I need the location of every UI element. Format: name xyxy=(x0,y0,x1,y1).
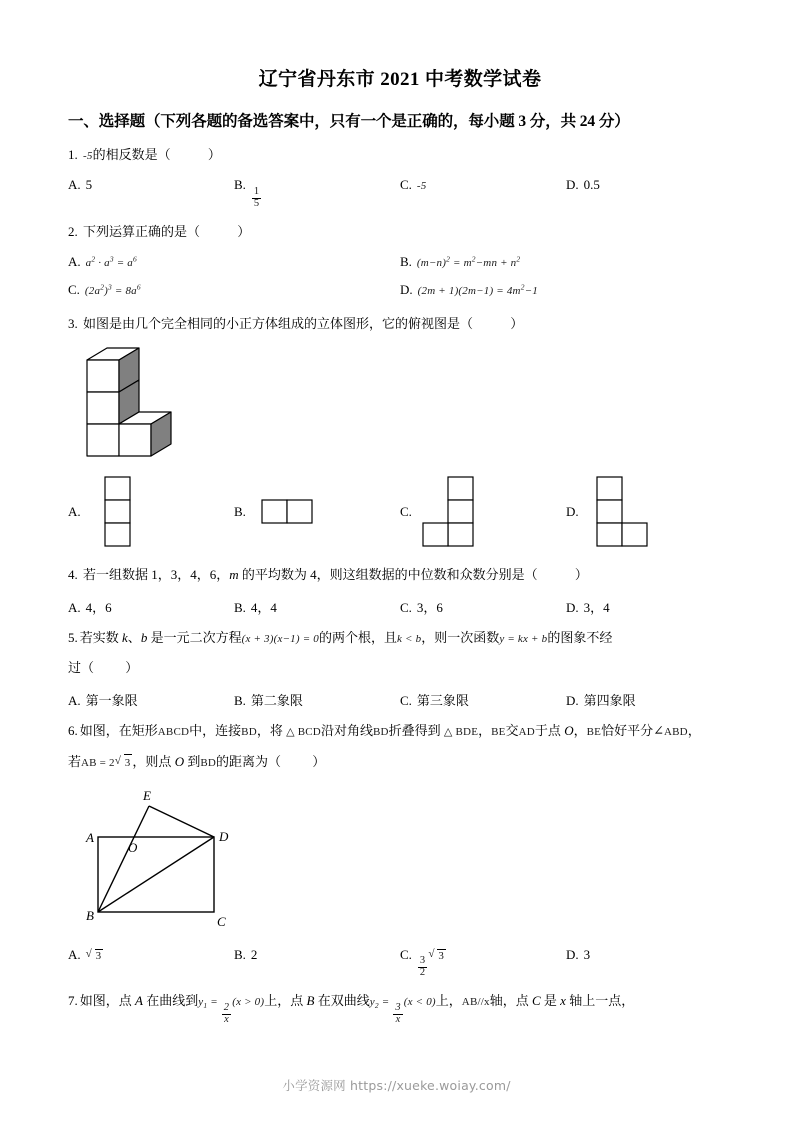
q7-axis-x: x xyxy=(560,993,566,1009)
q6-label-be-2: BE xyxy=(586,726,602,739)
option-label: A. xyxy=(68,177,81,193)
option-value: 3，4 xyxy=(583,600,610,616)
option-label: B. xyxy=(234,693,246,709)
question-2-stem-suffix: ） xyxy=(237,223,251,239)
question-3-option-d[interactable] xyxy=(566,473,732,551)
question-1-number: 1. xyxy=(68,147,78,162)
question-2-option-c[interactable] xyxy=(68,282,400,298)
question-2-options-row1 xyxy=(68,254,732,270)
question-6-option-c[interactable] xyxy=(400,947,566,980)
vertex-label-O: O xyxy=(128,839,138,855)
option-label: C. xyxy=(400,693,412,709)
question-2-number: 2. xyxy=(68,223,78,239)
option-label: A. xyxy=(68,946,81,962)
q7-equation-1: $y_1$ = $\frac{2}{x}$ (x > 0) xyxy=(198,996,265,1026)
question-1-option-d[interactable] xyxy=(566,177,732,193)
option-label: C. xyxy=(400,504,412,520)
segment-de xyxy=(149,806,214,837)
question-5-var-k: k xyxy=(122,630,128,646)
fraction-denominator: 5 xyxy=(253,197,260,209)
question-5-text-d: 的两个根，且 xyxy=(318,630,397,646)
q7-point-a: A xyxy=(135,993,143,1009)
shape-L-right-svg xyxy=(589,473,653,551)
grid-cell xyxy=(448,523,473,546)
question-4-variable: m xyxy=(229,567,239,583)
question-3-option-b[interactable] xyxy=(234,473,400,551)
q6-t2: 中，连接 xyxy=(189,723,242,739)
option-value: √ 3 xyxy=(86,949,104,962)
question-5-text-e: ，则一次函数 xyxy=(421,630,500,646)
grid-cell xyxy=(448,477,473,500)
q7-point-b: B xyxy=(306,993,315,1009)
q6-l2-t3: 到 xyxy=(184,753,201,769)
question-3-solid-figure xyxy=(82,346,732,463)
grid-cell xyxy=(597,500,622,523)
grid-cell xyxy=(423,523,448,546)
question-3-stem xyxy=(68,314,732,334)
question-6-options xyxy=(68,947,732,980)
option-label: B. xyxy=(400,253,412,269)
q7-t4: 在双曲线 xyxy=(314,993,370,1009)
option-value: 3 xyxy=(583,946,591,962)
grid-cell xyxy=(622,523,647,546)
question-5-options xyxy=(68,690,732,709)
option-value: $(2a^2)^3 = 8a^6$ xyxy=(84,282,141,297)
q6-l2-t4: 的距离为（ xyxy=(216,753,282,769)
q6-t7: 交 xyxy=(505,723,519,739)
question-6-stem-suffix: ） xyxy=(312,753,326,769)
option-label: B. xyxy=(234,946,246,962)
q7-t7: 是 xyxy=(540,993,561,1009)
question-2-option-d[interactable] xyxy=(400,282,732,298)
grid-cell xyxy=(597,523,622,546)
q6-l2-t1: 若 xyxy=(68,753,82,769)
q7-parallel-ab: AB//x xyxy=(461,996,490,1009)
q6-t10: 恰好平分∠ xyxy=(601,723,664,739)
question-5-equation-2: k < b xyxy=(396,633,422,646)
cube-front-bottom-right xyxy=(119,424,151,456)
question-1-stem-text: 的相反数是（ xyxy=(92,147,171,162)
option-value: $\frac{3}{2}$ √ 3 xyxy=(417,949,446,980)
q7-t5: 上， xyxy=(435,993,462,1009)
question-3-stem-suffix: ） xyxy=(510,315,524,331)
question-5-var-b: b xyxy=(140,630,148,646)
question-4-number: 4. xyxy=(68,567,78,583)
grid-cell xyxy=(105,477,130,500)
q7-t1: 如图，点 xyxy=(79,993,136,1009)
q6-label-ab: AB xyxy=(81,756,97,769)
question-4-option-d[interactable] xyxy=(566,597,732,616)
question-7-stem xyxy=(68,991,732,1026)
question-5-equation-1: (x + 3)(x−1) = 0 xyxy=(241,633,319,646)
grid-cell xyxy=(448,500,473,523)
option-value: $(m-n)^2 = m^2-mn + n^2$ xyxy=(416,254,521,269)
question-1-option-a[interactable] xyxy=(68,177,234,193)
question-5-equation-3: y = kx + b xyxy=(499,633,548,646)
q7-eq2-num: 3 xyxy=(395,1002,401,1014)
option-label: C. xyxy=(400,600,412,616)
option-label: B. xyxy=(234,177,246,193)
question-5-option-b[interactable] xyxy=(234,690,400,709)
question-3-number: 3. xyxy=(68,315,78,331)
question-1-option-b[interactable] xyxy=(234,177,400,210)
q7-t3: 上，点 xyxy=(264,993,307,1009)
q6-equation-ab: = 2 √ 3 xyxy=(97,757,133,769)
q6-label-bd: BD xyxy=(241,726,257,739)
q6-point-o-2: O xyxy=(174,753,185,769)
question-6-option-a[interactable] xyxy=(68,947,234,963)
shape-row-2-svg xyxy=(256,473,320,551)
q6-t3: ，将 xyxy=(256,723,287,739)
q7-eq2-sub: 2 xyxy=(374,1001,379,1011)
q6-label-ad: AD xyxy=(518,726,535,739)
question-5-text-c: 是一元二次方程 xyxy=(147,630,242,646)
q6-l2-t2: ，则点 xyxy=(132,753,175,769)
question-1-stem-math: -5 xyxy=(83,150,93,162)
option-label: C. xyxy=(68,281,80,297)
option-value: 4，6 xyxy=(85,600,112,616)
option-value xyxy=(251,180,262,210)
q6-label-bd-3: BD xyxy=(200,756,217,769)
question-6-stem-line2 xyxy=(68,752,732,772)
page-title: 辽宁省丹东市 2021 中考数学试卷 xyxy=(258,69,542,90)
cube-front-bottom-left xyxy=(87,424,119,456)
option-label: B. xyxy=(234,600,246,616)
option-value: 0.5 xyxy=(583,177,600,193)
question-4-stem-part-a: 若一组数据 1，3，4，6， xyxy=(83,567,230,583)
question-4-stem-suffix: ） xyxy=(574,567,588,583)
q6-t9: ， xyxy=(573,723,587,739)
grid-cell xyxy=(105,523,130,546)
question-3-option-a[interactable] xyxy=(68,473,234,551)
option-value: 第二象限 xyxy=(250,693,303,709)
question-6-option-d[interactable] xyxy=(566,947,732,963)
option-value: $(2m + 1)(2m-1) = 4m^2-1$ xyxy=(417,282,538,297)
question-2-stem xyxy=(68,222,732,242)
q7-eq1-y: y xyxy=(198,996,204,1009)
q6-angle-abd: ABD xyxy=(663,726,688,739)
question-4-option-c[interactable] xyxy=(400,597,566,616)
option-label: A. xyxy=(68,600,81,616)
question-4-option-a[interactable] xyxy=(68,597,234,616)
option-value: 5 xyxy=(85,177,93,193)
vertex-label-C: C xyxy=(217,913,226,929)
fraction-denominator: 2 xyxy=(419,967,426,979)
rectangle-fold-svg xyxy=(82,784,252,934)
q7-t6: 轴，点 xyxy=(489,993,532,1009)
q7-point-c: C xyxy=(531,993,541,1009)
question-3-option-c[interactable] xyxy=(400,473,566,551)
vertex-label-B: B xyxy=(86,907,94,923)
q6-t4: 沿对角线 xyxy=(320,723,373,739)
question-5-stem-suffix: ） xyxy=(125,660,139,676)
q7-eq2-y: y xyxy=(369,996,375,1009)
shape-L-left-svg xyxy=(422,473,486,551)
question-1-stem xyxy=(68,145,732,165)
q6-t6: ， xyxy=(478,723,492,739)
question-4-stem xyxy=(68,565,732,585)
question-5-text-a: 若实数 xyxy=(79,630,123,646)
question-1-stem-suffix: ） xyxy=(207,147,221,162)
watermark: 小学资源网 https://xueke.woiay.com/ xyxy=(282,1078,511,1093)
page-content xyxy=(68,50,732,1038)
question-1-option-c[interactable] xyxy=(400,177,566,193)
option-label: D. xyxy=(566,504,579,520)
q6-t5: 折叠得到 xyxy=(388,723,444,739)
question-2-options-row2 xyxy=(68,282,732,298)
q7-eq2-den: x xyxy=(395,1014,401,1026)
q6-label-bd-2: BD xyxy=(372,726,389,739)
option-label: D. xyxy=(566,693,579,709)
q6-t11: ， xyxy=(687,723,701,739)
cube-solid-svg xyxy=(82,346,192,458)
question-6-number: 6. xyxy=(68,723,78,739)
q6-label-abcd: ABCD xyxy=(157,726,190,739)
option-value: 2 xyxy=(250,946,258,962)
vertex-label-E: E xyxy=(143,787,151,803)
option-value: 第一象限 xyxy=(85,693,138,709)
section-heading: 一、选择题（下列各题的备选答案中，只有一个是正确的，每小题 3 分，共 24 分） xyxy=(68,113,630,130)
q6-t1: 如图，在矩形 xyxy=(79,723,158,739)
cube-front-top xyxy=(87,360,119,392)
option-label: C. xyxy=(400,177,412,193)
option-value: 第四象限 xyxy=(583,693,636,709)
vertex-label-D: D xyxy=(219,828,229,844)
q7-eq1-sub: 1 xyxy=(203,1001,208,1011)
question-5-option-a[interactable] xyxy=(68,690,234,709)
option-value: 4，4 xyxy=(250,600,277,616)
question-5-text-line2: 过（ xyxy=(68,660,95,676)
question-2-stem-text: 下列运算正确的是（ xyxy=(83,223,201,239)
q7-eq1-num: 2 xyxy=(223,1002,230,1014)
q6-point-o: O xyxy=(564,723,574,739)
question-6-stem-line1 xyxy=(68,721,732,741)
option-label: A. xyxy=(68,504,81,520)
cube-front-middle xyxy=(87,392,119,424)
fraction-numerator: 1 xyxy=(253,185,260,197)
q6-t8: 于点 xyxy=(534,723,565,739)
option-label: D. xyxy=(566,600,579,616)
grid-cell xyxy=(105,500,130,523)
grid-cell xyxy=(597,477,622,500)
option-label: D. xyxy=(566,946,579,962)
shape-column-3-svg xyxy=(91,473,155,551)
question-5-option-c[interactable] xyxy=(400,690,566,709)
option-label: D. xyxy=(566,177,579,193)
question-6-geometry-figure xyxy=(82,784,732,939)
q7-equation-2: $y_2$ = $\frac{3}{x}$ (x < 0) xyxy=(369,996,436,1026)
option-value: $a^2 \cdot a^3 = a^6$ xyxy=(85,254,137,269)
option-label: A. xyxy=(68,693,81,709)
vertex-label-A: A xyxy=(86,829,94,845)
option-value: -5 xyxy=(416,180,427,193)
q6-label-be: BE xyxy=(491,726,506,739)
q7-t8: 轴上一点， xyxy=(565,993,635,1009)
option-label: D. xyxy=(400,281,413,297)
question-5-option-d[interactable] xyxy=(566,690,732,709)
q7-eq1-den: x xyxy=(224,1014,229,1026)
q7-t2: 在曲线到 xyxy=(142,993,199,1009)
question-2-option-a[interactable] xyxy=(68,254,400,270)
fraction-numerator: 3 xyxy=(419,955,426,967)
question-7-number: 7. xyxy=(68,993,78,1009)
q6-triangle-bcd: △ BCD xyxy=(286,726,321,739)
question-4-option-b[interactable] xyxy=(234,597,400,616)
question-5-text-f: 的图象不经 xyxy=(547,630,613,646)
q6-triangle-bde: △ BDE xyxy=(443,726,479,739)
question-5-stem-line1 xyxy=(68,628,732,648)
question-5-stem-line2 xyxy=(68,658,732,678)
option-label: B. xyxy=(234,504,246,520)
question-4-options xyxy=(68,597,732,616)
question-6-option-b[interactable] xyxy=(234,947,400,963)
question-4-stem-part-b: 的平均数为 4，则这组数据的中位数和众数分别是（ xyxy=(238,567,538,583)
grid-cell xyxy=(287,500,312,523)
question-3-stem-text: 如图是由几个完全相同的小正方体组成的立体图形，它的俯视图是（ xyxy=(83,315,474,331)
q7-eq2-cond: (x < 0) xyxy=(403,996,436,1009)
question-5-number: 5. xyxy=(68,630,78,646)
question-3-options xyxy=(68,473,732,551)
question-2-option-b[interactable] xyxy=(400,254,732,270)
question-5-text-b: 、 xyxy=(127,630,141,646)
question-1-options xyxy=(68,177,732,210)
option-value: 3，6 xyxy=(416,600,443,616)
option-value: 第三象限 xyxy=(416,693,469,709)
grid-cell xyxy=(262,500,287,523)
option-label: A. xyxy=(68,253,81,269)
option-label: C. xyxy=(400,946,412,962)
q7-eq1-cond: (x > 0) xyxy=(232,996,265,1009)
